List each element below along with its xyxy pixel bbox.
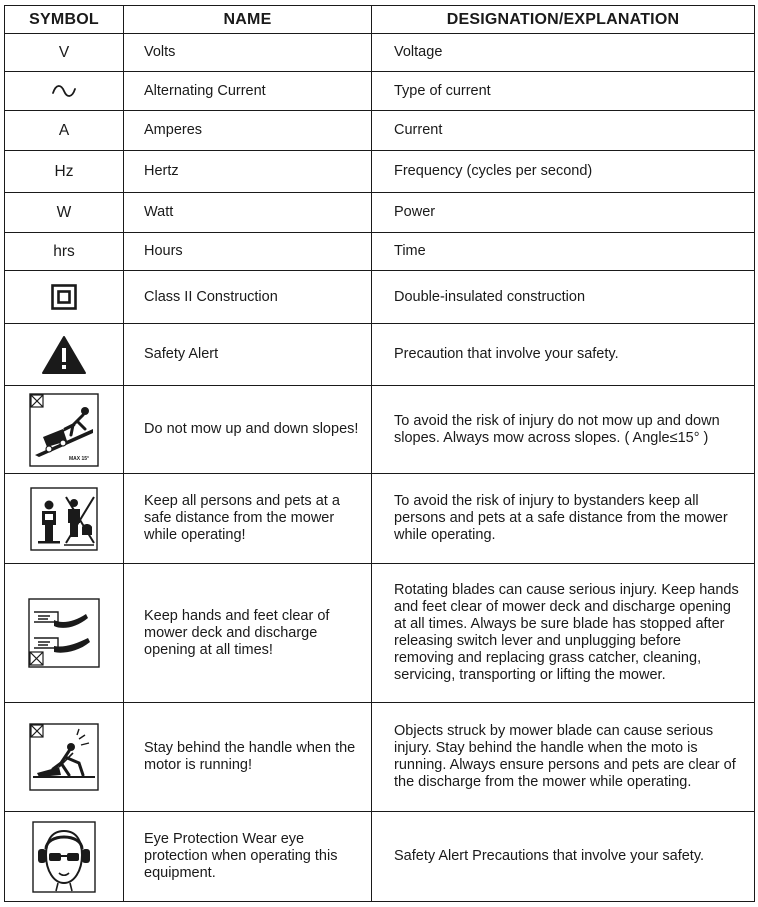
designation-cell: Time — [372, 233, 755, 271]
class-ii-construction-icon — [51, 284, 77, 310]
name-cell: Class II Construction — [124, 271, 372, 324]
symbol-text: Hz — [54, 162, 74, 180]
symbol-cell — [5, 564, 124, 703]
table-row — [5, 703, 755, 812]
name-cell: Keep all persons and pets at a safe distance from the mower while operating! — [124, 474, 372, 564]
symbol-text: W — [56, 203, 72, 221]
safety-alert-icon — [41, 335, 87, 375]
keep-hands-feet-clear-icon — [28, 598, 100, 668]
symbol-cell — [5, 111, 124, 151]
alternating-current-icon — [51, 83, 77, 99]
symbol-table — [4, 5, 755, 902]
slope-angle-label: MAX 15° — [69, 455, 90, 462]
name-cell: Safety Alert — [124, 324, 372, 386]
symbol-text: V — [58, 43, 70, 61]
table-row — [5, 474, 755, 564]
symbol-cell — [5, 703, 124, 812]
keep-bystanders-away-icon — [30, 487, 98, 551]
symbol-cell — [5, 151, 124, 193]
name-cell: Do not mow up and down slopes! — [124, 386, 372, 474]
designation-cell: Double-insulated construction — [372, 271, 755, 324]
symbol-cell — [5, 474, 124, 564]
name-cell: Watt — [124, 193, 372, 233]
designation-cell: Safety Alert Precautions that involve your safety. — [372, 812, 755, 902]
table-row — [5, 386, 755, 474]
name-cell: Amperes — [124, 111, 372, 151]
header-name: NAME — [124, 6, 372, 34]
symbol-cell — [5, 233, 124, 271]
designation-cell: Power — [372, 193, 755, 233]
name-cell: Hours — [124, 233, 372, 271]
table-row — [5, 233, 755, 271]
symbol-cell — [5, 812, 124, 902]
table-row — [5, 324, 755, 386]
name-cell: Alternating Current — [124, 72, 372, 111]
eye-protection-icon — [32, 821, 96, 893]
name-cell: Volts — [124, 34, 372, 72]
designation-cell: Type of current — [372, 72, 755, 111]
table-row — [5, 271, 755, 324]
symbol-cell — [5, 72, 124, 111]
symbol-cell — [5, 324, 124, 386]
header-row — [5, 6, 755, 34]
designation-cell: Objects struck by mower blade can cause serious injury. Stay behind the handle when the moto is running. Always ensure persons and pets are clear of the discharge from the mower while operating. — [372, 703, 755, 812]
table-row — [5, 564, 755, 703]
designation-cell: Voltage — [372, 34, 755, 72]
designation-cell: Frequency (cycles per second) — [372, 151, 755, 193]
table-row — [5, 151, 755, 193]
stay-behind-handle-icon — [29, 723, 99, 791]
table-row — [5, 812, 755, 902]
header-designation: DESIGNATION/EXPLANATION — [372, 6, 755, 34]
symbol-cell — [5, 193, 124, 233]
name-cell: Keep hands and feet clear of mower deck and discharge opening at all times! — [124, 564, 372, 703]
symbol-text: hrs — [53, 242, 75, 260]
table-row — [5, 72, 755, 111]
designation-cell: Precaution that involve your safety. — [372, 324, 755, 386]
designation-cell: Current — [372, 111, 755, 151]
designation-cell: Rotating blades can cause serious injury. Keep hands and feet clear of mower deck and discharge opening at all times. Always be sure blade has stopped after releasing switch lever and unplugging before removing and replacing grass catcher, cleaning, servicing, transporting or lifting the mower. — [372, 564, 755, 703]
symbol-cell — [5, 386, 124, 474]
symbol-cell — [5, 271, 124, 324]
table-row — [5, 193, 755, 233]
designation-cell: To avoid the risk of injury do not mow up and down slopes. Always mow across slopes. ( Angle≤15° ) — [372, 386, 755, 474]
table-row — [5, 111, 755, 151]
table-row — [5, 34, 755, 72]
name-cell: Eye Protection Wear eye protection when operating this equipment. — [124, 812, 372, 902]
name-cell: Stay behind the handle when the motor is running! — [124, 703, 372, 812]
designation-cell: To avoid the risk of injury to bystanders keep all persons and pets at a safe distance from the mower while operating. — [372, 474, 755, 564]
header-symbol: SYMBOL — [5, 6, 124, 34]
name-cell: Hertz — [124, 151, 372, 193]
no-mow-up-down-slopes-icon — [29, 393, 99, 467]
symbol-cell — [5, 34, 124, 72]
symbol-text: A — [58, 121, 70, 139]
